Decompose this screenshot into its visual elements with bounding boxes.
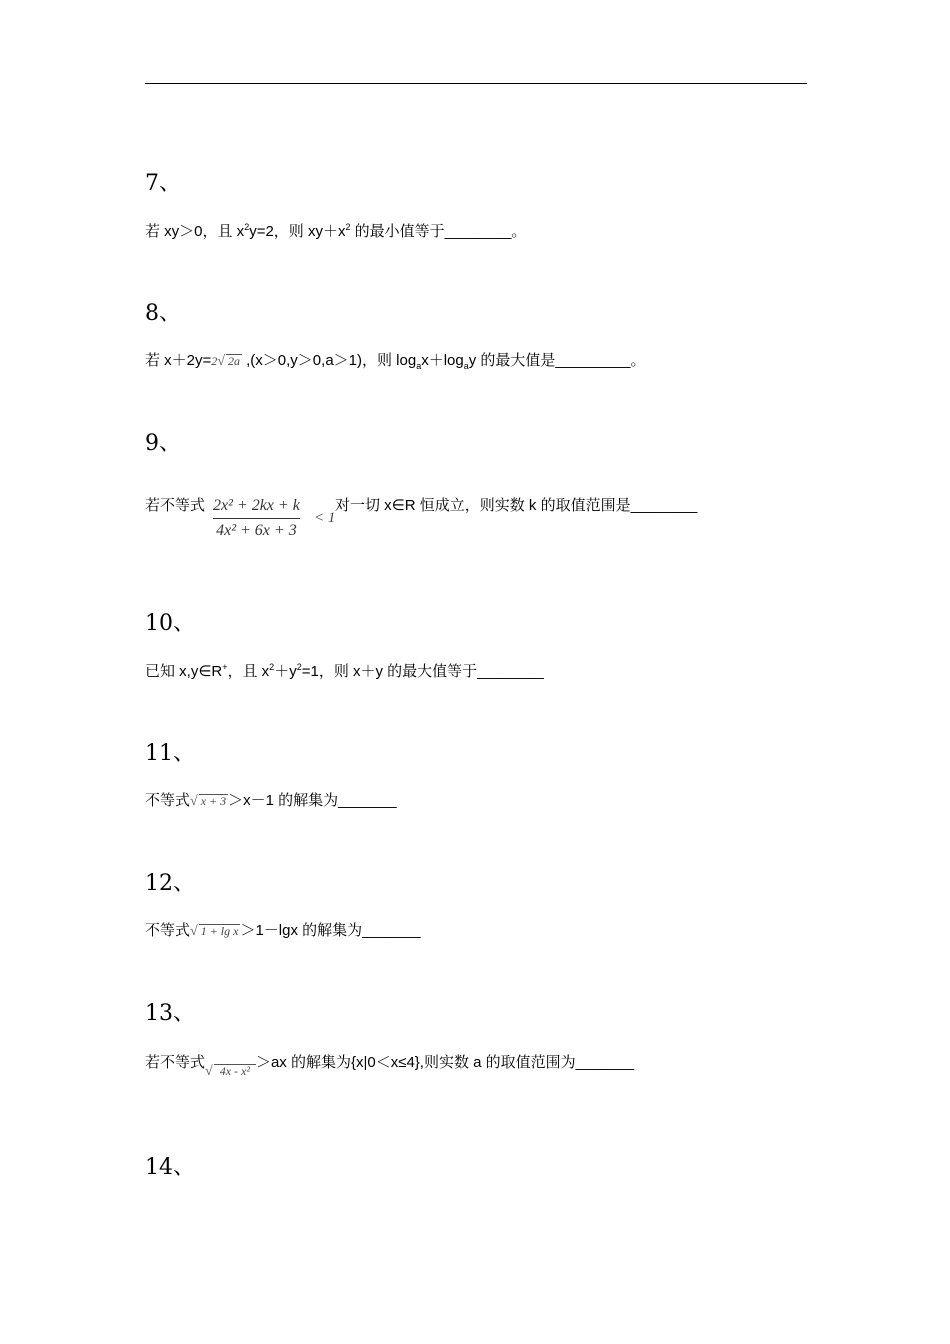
question-12-text: 不等式√ 1 + lg x ＞1－lgx 的解集为_______: [145, 922, 421, 939]
question-10-text: 已知 x,y∈R+，且 $x^2+y^2=1$，则 x＋y 的最大值等于________: [145, 662, 544, 680]
question-8-text: 若 x＋2y=2√ 2a ,(x＞0,y＞0,a＞1)，则 $\log_ax+\log_ay$ 的最大值是_________。: [145, 352, 646, 371]
sqrt-expression: √ 1 + lg x: [190, 924, 239, 939]
sqrt-expression: √ x + 3: [190, 794, 227, 809]
question-10-number: 10、: [145, 611, 195, 636]
question-7-text: 若 xy＞0，且 $x^2y=2$，则 $xy+x^2$ 的最小值等于________。: [145, 222, 527, 240]
question-9-number: 9、: [145, 431, 181, 456]
fraction: [213, 497, 300, 540]
question-14-number: 14、: [145, 1155, 195, 1180]
fraction-numerator: 2x² + 2kx + k: [213, 497, 300, 514]
fraction-denominator: 4x² + 6x + 3: [216, 522, 297, 539]
header-rule: [145, 83, 807, 84]
less-than-one: < 1: [314, 510, 336, 526]
question-12-number: 12、: [145, 871, 195, 896]
question-11-text: 不等式√ x + 3 ＞x－1 的解集为_______: [145, 792, 397, 809]
math-2-sqrt-2a: 2√ 2a: [211, 354, 240, 369]
question-13-number: 13、: [145, 1001, 195, 1026]
question-8-number: 8、: [145, 301, 181, 326]
question-13-text: 若不等式√ 4x - x² ＞ax 的解集为{x|0＜x≤4},则实数 a 的取值范围为_______: [145, 1054, 635, 1079]
sqrt-expression: √ 4x - x²: [205, 1063, 256, 1079]
question-7-number: 7、: [145, 171, 181, 196]
question-9-pre: 若不等式: [145, 497, 206, 514]
question-11-number: 11、: [145, 741, 195, 766]
question-9-post: 对一切 x∈R 恒成立，则实数 k 的取值范围是________: [335, 497, 698, 514]
